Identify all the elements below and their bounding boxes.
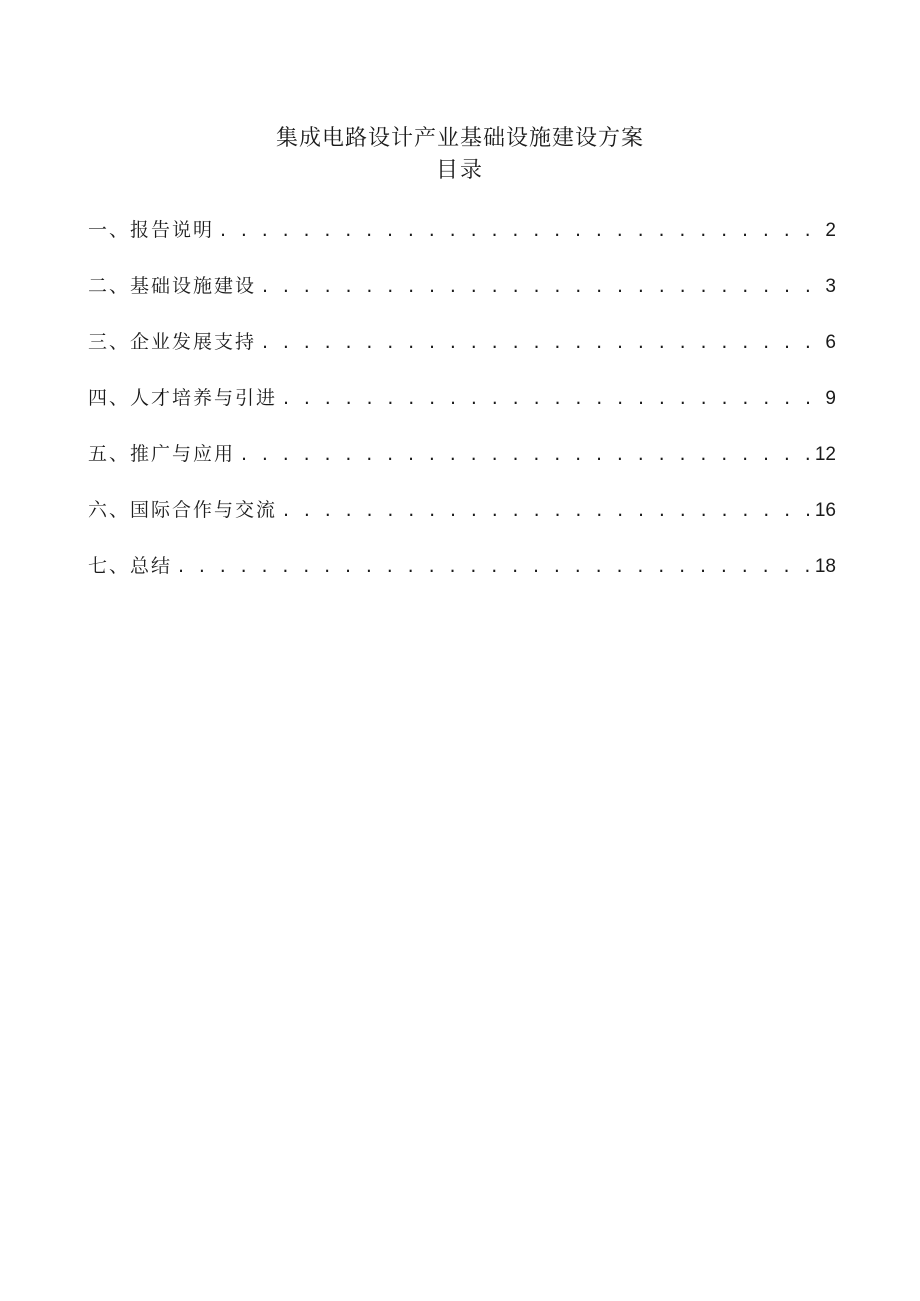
- toc-entry-infrastructure[interactable]: [88, 268, 836, 324]
- toc-heading: 目录: [435, 158, 484, 183]
- toc-entry-page: 9: [825, 388, 836, 409]
- toc-entry-talent[interactable]: [88, 380, 836, 436]
- toc-dot-leader: [283, 492, 811, 528]
- toc-entry-page: 18: [814, 556, 836, 577]
- toc-dot-leader: [241, 436, 811, 472]
- table-of-contents: [88, 212, 836, 604]
- toc-entry-label: 四、人才培养与引进: [88, 387, 278, 409]
- toc-entry-page: 3: [825, 276, 836, 297]
- document-title: 集成电路设计产业基础设施建设方案: [275, 126, 644, 151]
- toc-entry-report-description[interactable]: [88, 212, 836, 268]
- toc-entry-label: 五、推广与应用: [88, 443, 236, 465]
- toc-entry-enterprise-support[interactable]: [88, 324, 836, 380]
- toc-dot-leader: [178, 548, 811, 584]
- toc-entry-international[interactable]: [88, 492, 836, 548]
- toc-entry-page: 16: [814, 500, 836, 521]
- toc-dot-leader: [283, 380, 821, 416]
- toc-entry-label: 三、企业发展支持: [88, 331, 257, 353]
- toc-dot-leader: [220, 212, 821, 248]
- toc-dot-leader: [262, 268, 821, 304]
- toc-entry-summary[interactable]: [88, 548, 836, 604]
- toc-entry-page: 12: [814, 444, 836, 465]
- toc-entry-label: 二、基础设施建设: [88, 275, 257, 297]
- toc-entry-promotion[interactable]: [88, 436, 836, 492]
- toc-entry-label: 一、报告说明: [88, 219, 215, 241]
- toc-entry-label: 七、总结: [88, 555, 173, 577]
- toc-entry-page: 2: [825, 220, 836, 241]
- toc-entry-label: 六、国际合作与交流: [88, 499, 278, 521]
- toc-dot-leader: [262, 324, 821, 360]
- toc-entry-page: 6: [825, 332, 836, 353]
